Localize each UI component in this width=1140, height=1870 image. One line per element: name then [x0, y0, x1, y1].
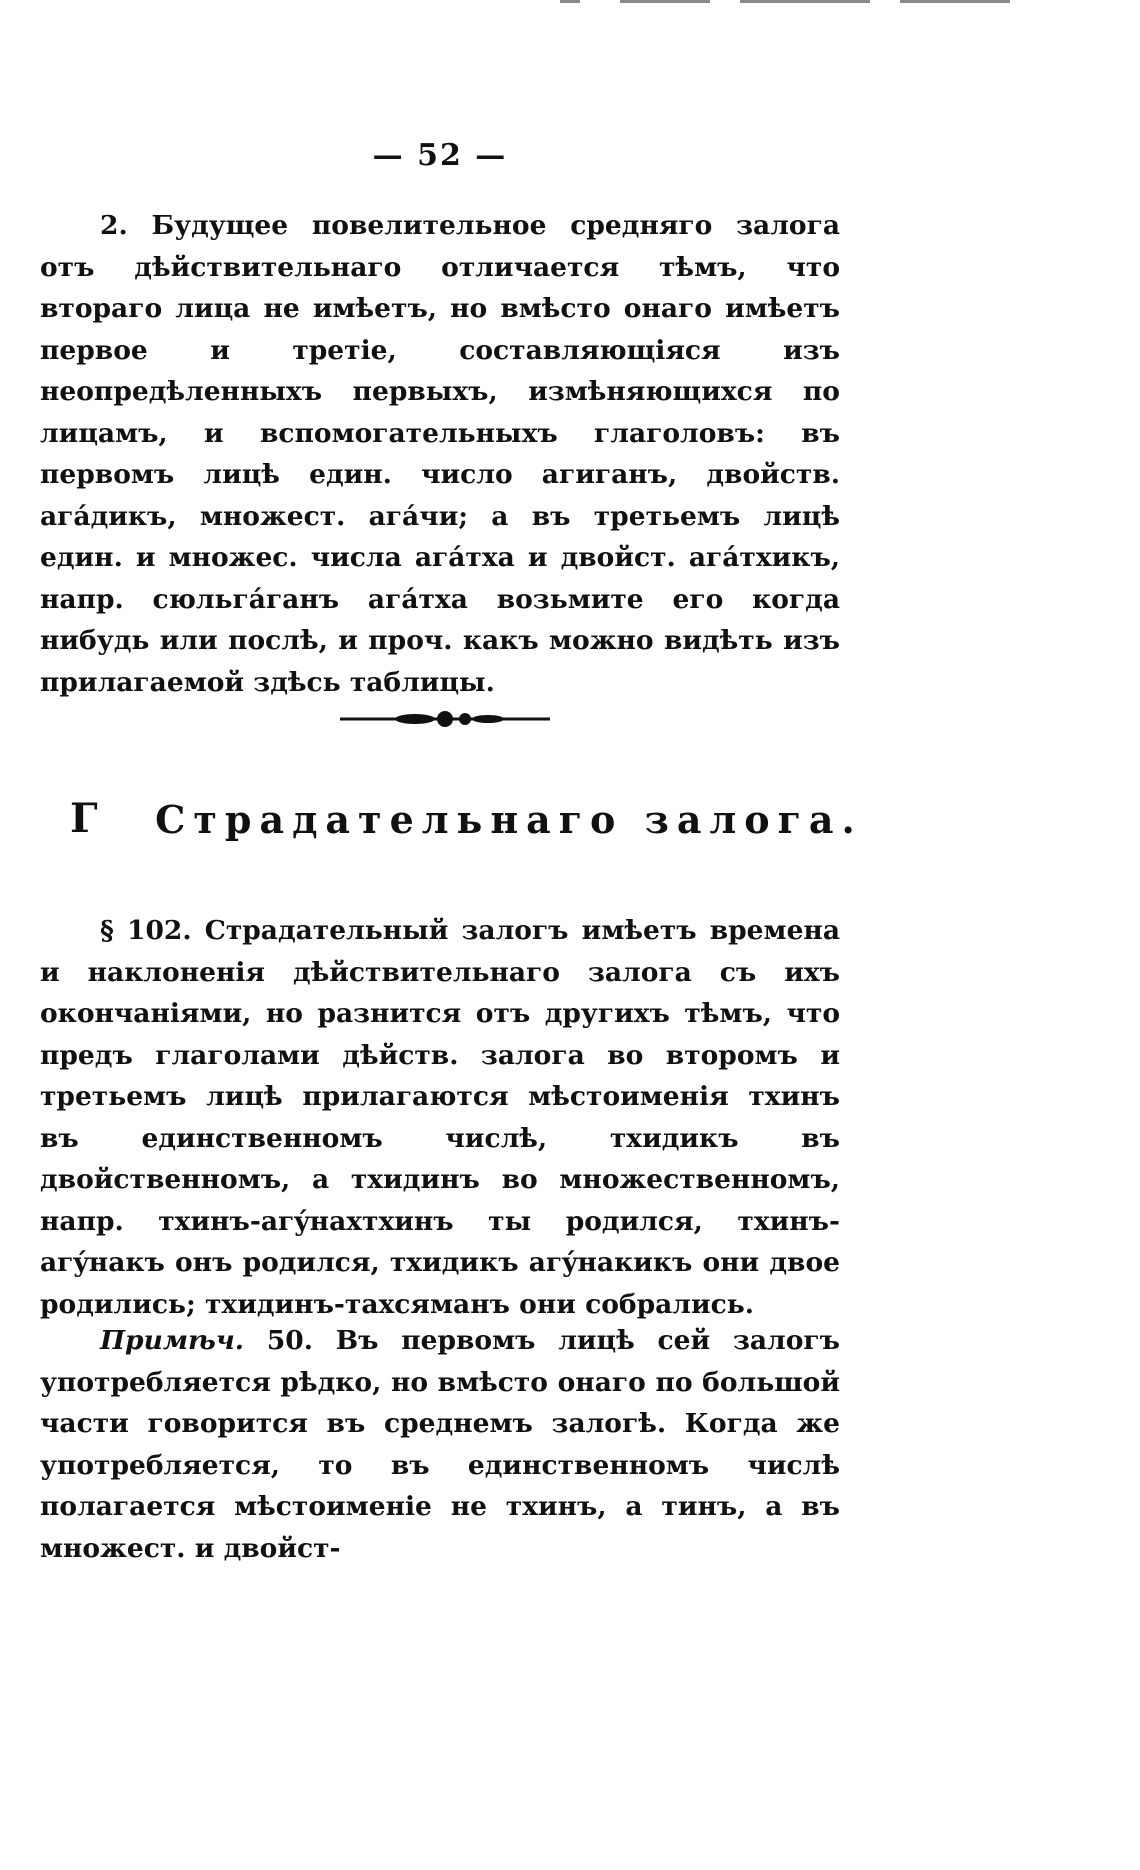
section-title: Страдательнаго залога.: [155, 797, 863, 842]
section-letter: Г: [70, 795, 98, 842]
page-number: — 52 —: [372, 138, 508, 173]
note-50-number: 50.: [266, 1325, 313, 1356]
paragraph-future-text: 2. Будущее повелительное средняго залога отъ дѣйствительнаго отличается тѣмъ, что втораго лица не имѣетъ, но вмѣсто онаго имѣетъ первое и третіе, составляющіяся изъ неопредѣленныхъ первыхъ, измѣняющихся по лицамъ, и вспомогательныхъ глаголовъ: въ первомъ лицѣ един. число агиганъ, двойств. агáдикъ, множест. агáчи; а въ третьемъ лицѣ един. и множес. числа агáтха и двойст. агáтхикъ, напр. сюльгáганъ агáтха возьмите его когда нибудь или послѣ, и проч. какъ можно видѣть изъ прилагаемой здѣсь таблицы.: [40, 210, 840, 698]
note-50: [40, 1320, 840, 1569]
note-50-label: Примѣч.: [100, 1325, 245, 1356]
note-50-text: Въ первомъ лицѣ сей залогъ употребляется рѣдко, но вмѣсто онаго по большой части говорится въ среднемъ залогѣ. Когда же употребляется, то въ единственномъ числѣ полагается мѣстоименіе не тхинъ, а тинъ, а въ множест. и двойст-: [40, 1325, 840, 1564]
section-heading: [70, 795, 863, 845]
paragraph-102-text: Страдательный залогъ имѣетъ времена и наклоненія дѣйствительнаго залога съ ихъ окончаніями, но разнится отъ другихъ тѣмъ, что предъ глаголами дѣйств. залога во второмъ и третьемъ лицѣ прилагаются мѣстоименія тхинъ въ единственномъ числѣ, тхидикъ въ двойственномъ, а тхидинъ во множественномъ, напр. тхинъ-агýнахтхинъ ты родился, тхинъ-агýнакъ онъ родился, тхидикъ агýнакикъ они двое родились; тхидинъ-тахсяманъ они собрались.: [40, 915, 840, 1320]
paragraph-102-ref: § 102.: [100, 915, 192, 946]
paragraph-future-imperative: [40, 205, 840, 703]
scan-edge-marks: [560, 0, 1040, 14]
divider-ornament: [340, 704, 550, 734]
paragraph-102: [40, 910, 840, 1325]
